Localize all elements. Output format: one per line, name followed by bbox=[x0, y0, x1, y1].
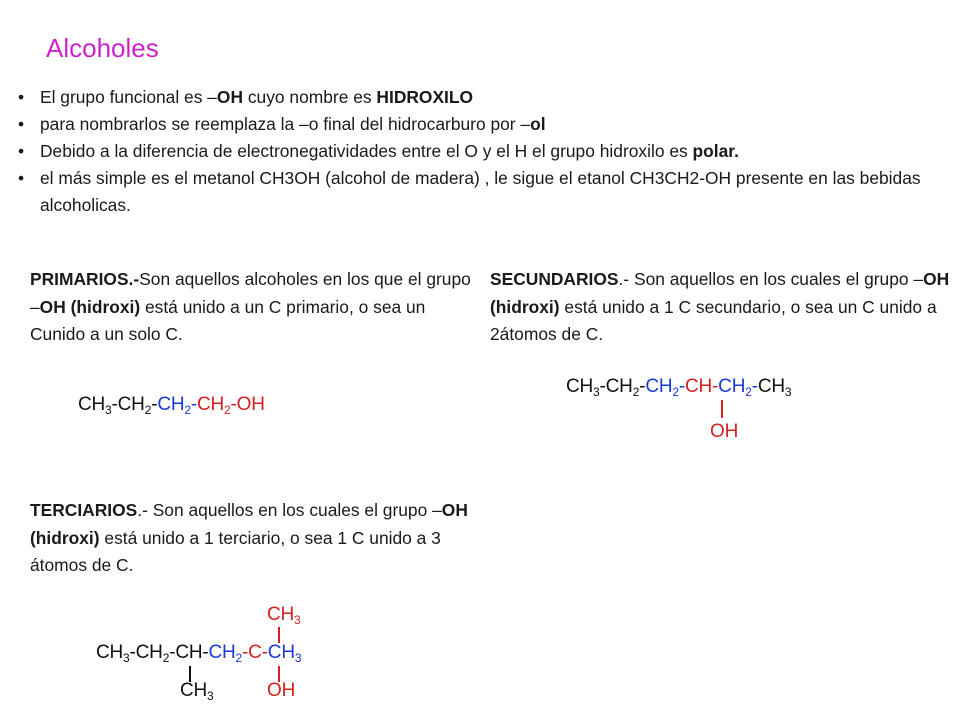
formula-fragment: $CH_3-CH_2-$ bbox=[78, 394, 158, 417]
formula-fragment: $CH_3$ bbox=[267, 604, 301, 627]
bond-line bbox=[278, 627, 280, 643]
secondary-alcohol-formula bbox=[562, 366, 852, 446]
text-run: está unido a 1 terciario, o sea 1 C unido a 3 átomos de C. bbox=[30, 527, 441, 575]
bold-text: OH (hidroxi) bbox=[39, 296, 141, 317]
formula-hydroxyl bbox=[267, 680, 295, 702]
text-run: el más simple es el metanol CH3OH (alcohol de madera) , le sigue el etanol CH3CH2-OH presente en las bebidas alcoholicas. bbox=[40, 168, 921, 215]
text-run: Son aquellos alcoholes en los que el grupo – bbox=[30, 269, 471, 317]
formula-fragment: OH bbox=[710, 421, 739, 442]
tertiary-alcohol-formula bbox=[92, 600, 342, 705]
formula-hydroxyl bbox=[710, 421, 738, 443]
text-run: está unido a un C primario, o sea un Cunido a un solo C. bbox=[30, 296, 426, 344]
formula-fragment: $CH_2-$ bbox=[718, 376, 758, 399]
primarios-paragraph bbox=[30, 266, 480, 349]
formula-fragment: -C- bbox=[242, 642, 268, 663]
bold-text: OH (hidroxi) bbox=[30, 500, 468, 548]
text-run: .- Son aquellos en los cuales el grupo – bbox=[618, 269, 924, 289]
bold-text: OH bbox=[216, 87, 244, 107]
bold-text: ol bbox=[530, 114, 546, 134]
formula-fragment: $CH_2-$ bbox=[645, 376, 685, 399]
bold-text: PRIMARIOS.- bbox=[30, 269, 140, 289]
bullet-list bbox=[18, 84, 948, 219]
bold-text: SECUNDARIOS bbox=[490, 269, 619, 289]
bullet-item bbox=[18, 138, 948, 165]
secundarios-paragraph bbox=[490, 266, 950, 349]
formula-methyl-bottom bbox=[180, 680, 214, 703]
formula-line bbox=[78, 394, 265, 417]
bold-text: OH (hidroxi) bbox=[490, 269, 950, 317]
formula-fragment: CH- bbox=[685, 376, 719, 397]
bond-line bbox=[721, 400, 723, 418]
formula-fragment: $CH_2-OH$ bbox=[197, 394, 265, 417]
formula-fragment: $CH_2$ bbox=[208, 642, 243, 665]
text-run: El grupo funcional es – bbox=[40, 87, 217, 107]
bullet-item bbox=[18, 165, 948, 219]
formula-line bbox=[96, 642, 301, 665]
primary-alcohol-formula bbox=[70, 382, 310, 430]
terciarios-paragraph bbox=[30, 497, 485, 580]
slide-title: Alcoholes bbox=[46, 33, 159, 63]
formula-fragment: OH bbox=[267, 680, 296, 701]
bold-text: polar. bbox=[692, 141, 739, 161]
formula-fragment: $CH_3$ bbox=[757, 376, 792, 399]
text-run: Debido a la diferencia de electronegatividades entre el O y el H el grupo hidroxilo es bbox=[40, 141, 693, 161]
bold-text: TERCIARIOS bbox=[30, 500, 138, 520]
formula-fragment: $CH_3$ bbox=[180, 680, 214, 703]
formula-line bbox=[566, 376, 791, 399]
bold-text: HIDROXILO bbox=[376, 87, 474, 107]
bullet-item bbox=[18, 84, 948, 111]
formula-fragment: $CH_3-CH_2-$ bbox=[566, 376, 646, 399]
text-run: cuyo nombre es bbox=[243, 87, 377, 107]
bullet-item bbox=[18, 111, 948, 138]
formula-fragment: $CH_3-CH_2-CH-$ bbox=[96, 642, 209, 665]
formula-methyl-top bbox=[267, 604, 301, 627]
formula-fragment: $CH_2-$ bbox=[157, 394, 197, 417]
text-run: para nombrarlos se reemplaza la –o final del hidrocarburo por – bbox=[40, 114, 531, 134]
text-run: está unido a 1 C secundario, o sea un C unido a 2átomos de C. bbox=[490, 296, 937, 344]
text-run: .- Son aquellos en los cuales el grupo – bbox=[137, 500, 442, 520]
formula-fragment: $CH_3$ bbox=[267, 642, 302, 665]
